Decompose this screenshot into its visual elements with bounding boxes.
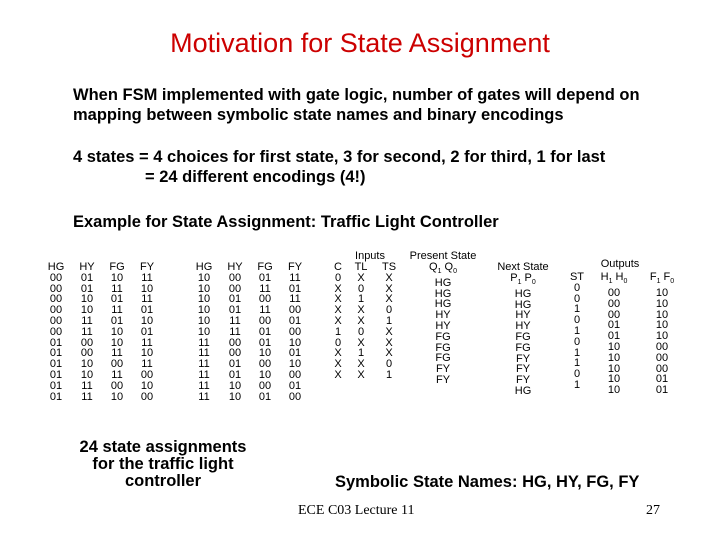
assign-right-cell: 10 [197,282,211,295]
inputs-col-2 [375,262,403,381]
assign-left-cell: 10 [80,368,94,381]
outputs-cell: 01 [607,319,621,332]
assign-right-cell: 10 [228,379,242,392]
assign-right-cell: 01 [228,358,242,371]
assign-left-cell: 10 [80,304,94,317]
outputs-cell: 0 [573,314,581,327]
assign-right-cell: 10 [258,368,272,381]
assign-left-col-0 [40,262,72,402]
assign-right-header: HG [195,261,213,273]
assign-right-cell: 00 [288,304,302,317]
outputs-cell: 1 [573,357,581,370]
present-state-sublabel: $Q_1$ $Q_0$ [429,260,457,275]
outputs-cell: 0 [573,335,581,348]
assign-left-cell: 11 [111,347,123,360]
inputs-header: C [334,261,342,273]
assign-right-cell: 01 [288,282,302,295]
present-state-cell: HY [435,309,451,322]
assign-left-cell: 11 [141,293,153,306]
assign-right-cell: 01 [258,271,272,284]
outputs-cell: 0 [573,368,581,381]
present-state-label: Present State [409,250,477,262]
outputs-cell: 00 [655,362,669,375]
outputs-cell: 00 [607,286,621,299]
outputs-cell: 1 [573,324,581,337]
assign-right-cell: 00 [258,358,272,371]
next-state-cell: HG [514,384,532,397]
caption-line-1: 24 state assignments [79,438,247,456]
assign-right-cell: 00 [288,390,302,403]
assign-left-cell: 11 [81,379,93,392]
outputs-cell: 01 [655,384,669,397]
inputs-cell: 0 [334,271,342,284]
next-state-label: Next State [497,261,549,273]
assign-right-cell: 01 [288,379,302,392]
assign-right-cell: 11 [289,271,301,284]
assign-right-header: FG [257,261,273,273]
present-state-cell: FY [435,373,451,386]
assign-left-cell: 10 [80,293,94,306]
present-state-cell: HG [434,276,452,289]
outputs-cell: 10 [607,384,621,397]
assign-right-cell: 11 [259,282,271,295]
inputs-cell: X [357,336,365,349]
caption-line-3: controller [124,472,202,490]
assign-left-col-3 [132,262,162,402]
assign-right-cell: 11 [198,379,210,392]
next-state-cell: FG [515,341,531,354]
outputs-cell: 10 [607,351,621,364]
assign-right-cell: 11 [198,347,210,360]
present-state-cell: FG [435,341,451,354]
inputs-cell: 1 [357,347,365,360]
assign-left-cell: 00 [140,368,154,381]
outputs-group-label: Outputs [600,258,640,270]
inputs-cell: X [334,293,342,306]
assign-right-cell: 00 [258,314,272,327]
inputs-header: TS [381,261,397,273]
assign-left-cell: 00 [49,304,63,317]
present-state-cell: HY [435,319,451,332]
outputs-col-2 [636,272,688,396]
outputs-cell: 0 [573,281,581,294]
assignments-caption [68,439,258,490]
assign-left-cell: 11 [141,271,153,284]
assign-left-cell: 01 [110,314,124,327]
outputs-cell: 10 [655,286,669,299]
next-state-cell: FG [515,330,531,343]
assign-right-cell: 00 [288,368,302,381]
assign-left-col-2 [102,262,132,402]
assign-left-cell: 01 [49,379,63,392]
assign-left-cell: 00 [49,282,63,295]
assign-right-cell: 01 [288,314,302,327]
assign-left-cell: 10 [80,358,94,371]
assign-right-cell: 01 [228,304,242,317]
assign-right-cell: 00 [288,325,302,338]
assign-left-cell: 10 [110,271,124,284]
assign-left-header: HG [47,261,65,273]
next-state-column [490,262,556,397]
assign-right-cell: 00 [258,379,272,392]
count-paragraph [73,147,605,187]
inputs-cell: 1 [385,314,393,327]
next-state-sublabel: $P_1$ $P_0$ [510,271,536,286]
assign-right-cell: 10 [258,347,272,360]
assign-left-cell: 01 [49,390,63,403]
outputs-cell: 00 [655,351,669,364]
next-state-cell: HY [515,320,531,333]
next-state-cell: HG [514,287,532,300]
assign-right-cell: 11 [198,368,210,381]
outputs-cell: 10 [655,297,669,310]
assign-left-cell: 01 [80,282,94,295]
present-state-cell: FG [435,352,451,365]
assign-right-cell: 00 [228,347,242,360]
assign-right-cell: 10 [288,336,302,349]
caption-line-2: for the traffic light [92,455,234,473]
inputs-cell: 1 [334,325,342,338]
assign-right-cell: 10 [197,325,211,338]
outputs-cell: 00 [655,340,669,353]
inputs-cell: X [334,314,342,327]
assign-right-cell: 11 [229,325,241,338]
assign-left-cell: 01 [49,347,63,360]
assign-left-header: HY [79,261,95,273]
assign-right-col-2 [250,262,280,402]
assignment-table-left [40,262,162,402]
assign-right-cell: 11 [198,336,210,349]
assign-right-col-0 [188,262,220,402]
assign-left-cell: 00 [49,314,63,327]
inputs-cell: 0 [385,304,393,317]
inputs-cell: X [334,358,342,371]
assign-right-cell: 01 [258,336,272,349]
inputs-cell: X [357,304,365,317]
outputs-table [562,272,688,396]
assign-left-cell: 00 [80,347,94,360]
symbolic-names-caption: Symbolic State Names: HG, HY, FG, FY [335,473,640,491]
assign-left-cell: 11 [111,368,123,381]
assign-left-header: FG [109,261,125,273]
assign-left-cell: 00 [110,379,124,392]
assign-right-header: FY [287,261,303,273]
assign-left-cell: 00 [49,293,63,306]
assign-right-col-1 [220,262,250,402]
inputs-cell: X [385,325,393,338]
example-heading: Example for State Assignment: Traffic Light Controller [73,213,499,231]
outputs-cell: 00 [607,308,621,321]
outputs-cell: 10 [607,373,621,386]
assign-right-cell: 00 [228,282,242,295]
intro-paragraph [73,85,640,125]
outputs-cell: 0 [573,292,581,305]
inputs-cell: X [357,358,365,371]
assign-left-cell: 11 [141,358,153,371]
inputs-cell: 0 [357,325,365,338]
assign-right-cell: 01 [288,347,302,360]
assign-left-cell: 00 [49,271,63,284]
assign-left-cell: 01 [140,325,154,338]
next-state-cell: FY [515,363,531,376]
assign-left-cell: 00 [140,390,154,403]
inputs-cell: 0 [334,336,342,349]
assign-right-cell: 10 [197,304,211,317]
inputs-cell: X [334,282,342,295]
inputs-cell: X [357,368,365,381]
inputs-cell: X [385,293,393,306]
assign-right-cell: 11 [259,304,271,317]
present-state-column [405,251,481,386]
assign-left-cell: 01 [49,368,63,381]
outputs-cell: 1 [573,378,581,391]
assign-left-cell: 10 [110,325,124,338]
assign-right-cell: 11 [289,293,301,306]
count-line-2: = 24 different encodings (4!) [145,168,366,186]
assign-right-cell: 11 [229,314,241,327]
outputs-cell: 1 [573,303,581,316]
inputs-table [329,262,403,381]
assign-right-cell: 11 [198,358,210,371]
assign-left-cell: 11 [141,336,153,349]
assign-left-cell: 01 [140,304,154,317]
inputs-cell: X [357,314,365,327]
assign-left-cell: 01 [80,271,94,284]
inputs-cell: X [334,304,342,317]
outputs-cell: 10 [655,319,669,332]
assign-right-cell: 10 [197,293,211,306]
next-state-cell: HG [514,298,532,311]
inputs-cell: 0 [357,282,365,295]
assign-right-col-3 [280,262,310,402]
assign-left-cell: 10 [140,379,154,392]
footer-course: ECE C03 Lecture 11 [298,503,415,518]
assign-left-cell: 00 [80,336,94,349]
inputs-cell: 1 [385,368,393,381]
assign-left-cell: 00 [49,325,63,338]
outputs-cell: 1 [573,346,581,359]
assign-right-header: HY [227,261,243,273]
assign-left-cell: 10 [140,282,154,295]
inputs-cell: X [334,347,342,360]
intro-line-1: When FSM implemented with gate logic, number of gates will depend on [73,86,640,104]
assignment-table-right [188,262,310,402]
footer-page-number: 27 [646,503,660,518]
assign-left-col-1 [72,262,102,402]
count-line-1: 4 states = 4 choices for first state, 3 for second, 2 for third, 1 for last [73,148,606,166]
assign-right-cell: 01 [258,325,272,338]
next-state-cell: FY [515,352,531,365]
outputs-header: $F_1$ $F_0$ [649,271,675,286]
present-state-cell: HG [434,298,452,311]
assign-right-cell: 11 [198,390,210,403]
assign-right-cell: 10 [197,314,211,327]
next-state-cell: HY [515,309,531,322]
assign-left-cell: 10 [140,347,154,360]
inputs-cell: X [385,271,393,284]
outputs-col-1 [592,272,636,396]
inputs-col-0 [329,262,347,381]
assign-left-cell: 01 [49,358,63,371]
assign-left-cell: 01 [49,336,63,349]
assign-left-cell: 11 [111,304,123,317]
inputs-cell: X [385,336,393,349]
assign-right-cell: 01 [228,293,242,306]
outputs-cell: 10 [607,340,621,353]
assign-right-cell: 10 [228,390,242,403]
assign-right-cell: 01 [258,390,272,403]
inputs-cell: X [357,271,365,284]
outputs-header: ST [569,271,585,283]
assign-left-cell: 11 [111,282,123,295]
inputs-header: TL [354,261,368,273]
inputs-cell: X [385,347,393,360]
present-state-cell: FY [435,363,451,376]
outputs-header: $H_1$ $H_0$ [600,271,628,286]
assign-left-cell: 11 [81,390,93,403]
inputs-col-1 [347,262,375,381]
assign-right-cell: 10 [288,358,302,371]
assign-left-header: FY [139,261,155,273]
assign-right-cell: 00 [228,336,242,349]
intro-line-2: mapping between symbolic state names and binary encodings [73,106,564,124]
assign-right-cell: 10 [197,271,211,284]
assign-left-cell: 00 [110,358,124,371]
inputs-cell: 1 [357,293,365,306]
assign-left-cell: 11 [81,314,93,327]
assign-left-cell: 10 [110,390,124,403]
inputs-cell: 0 [385,358,393,371]
inputs-group-label: Inputs [355,250,385,262]
outputs-cell: 10 [655,330,669,343]
assign-right-cell: 00 [258,293,272,306]
inputs-cell: X [334,368,342,381]
outputs-cell: 10 [655,308,669,321]
assign-right-cell: 00 [228,271,242,284]
assign-left-cell: 10 [140,314,154,327]
next-state-cell: FY [515,374,531,387]
present-state-cell: HG [434,287,452,300]
outputs-cell: 10 [607,362,621,375]
outputs-cell: 00 [607,297,621,310]
assign-right-cell: 01 [228,368,242,381]
assign-left-cell: 11 [81,325,93,338]
inputs-cell: X [385,282,393,295]
outputs-col-0 [562,272,592,396]
outputs-cell: 01 [607,330,621,343]
assign-left-cell: 10 [110,336,124,349]
present-state-cell: FG [435,330,451,343]
outputs-cell: 01 [655,373,669,386]
assign-left-cell: 01 [110,293,124,306]
slide-title: Motivation for State Assignment [170,28,550,58]
